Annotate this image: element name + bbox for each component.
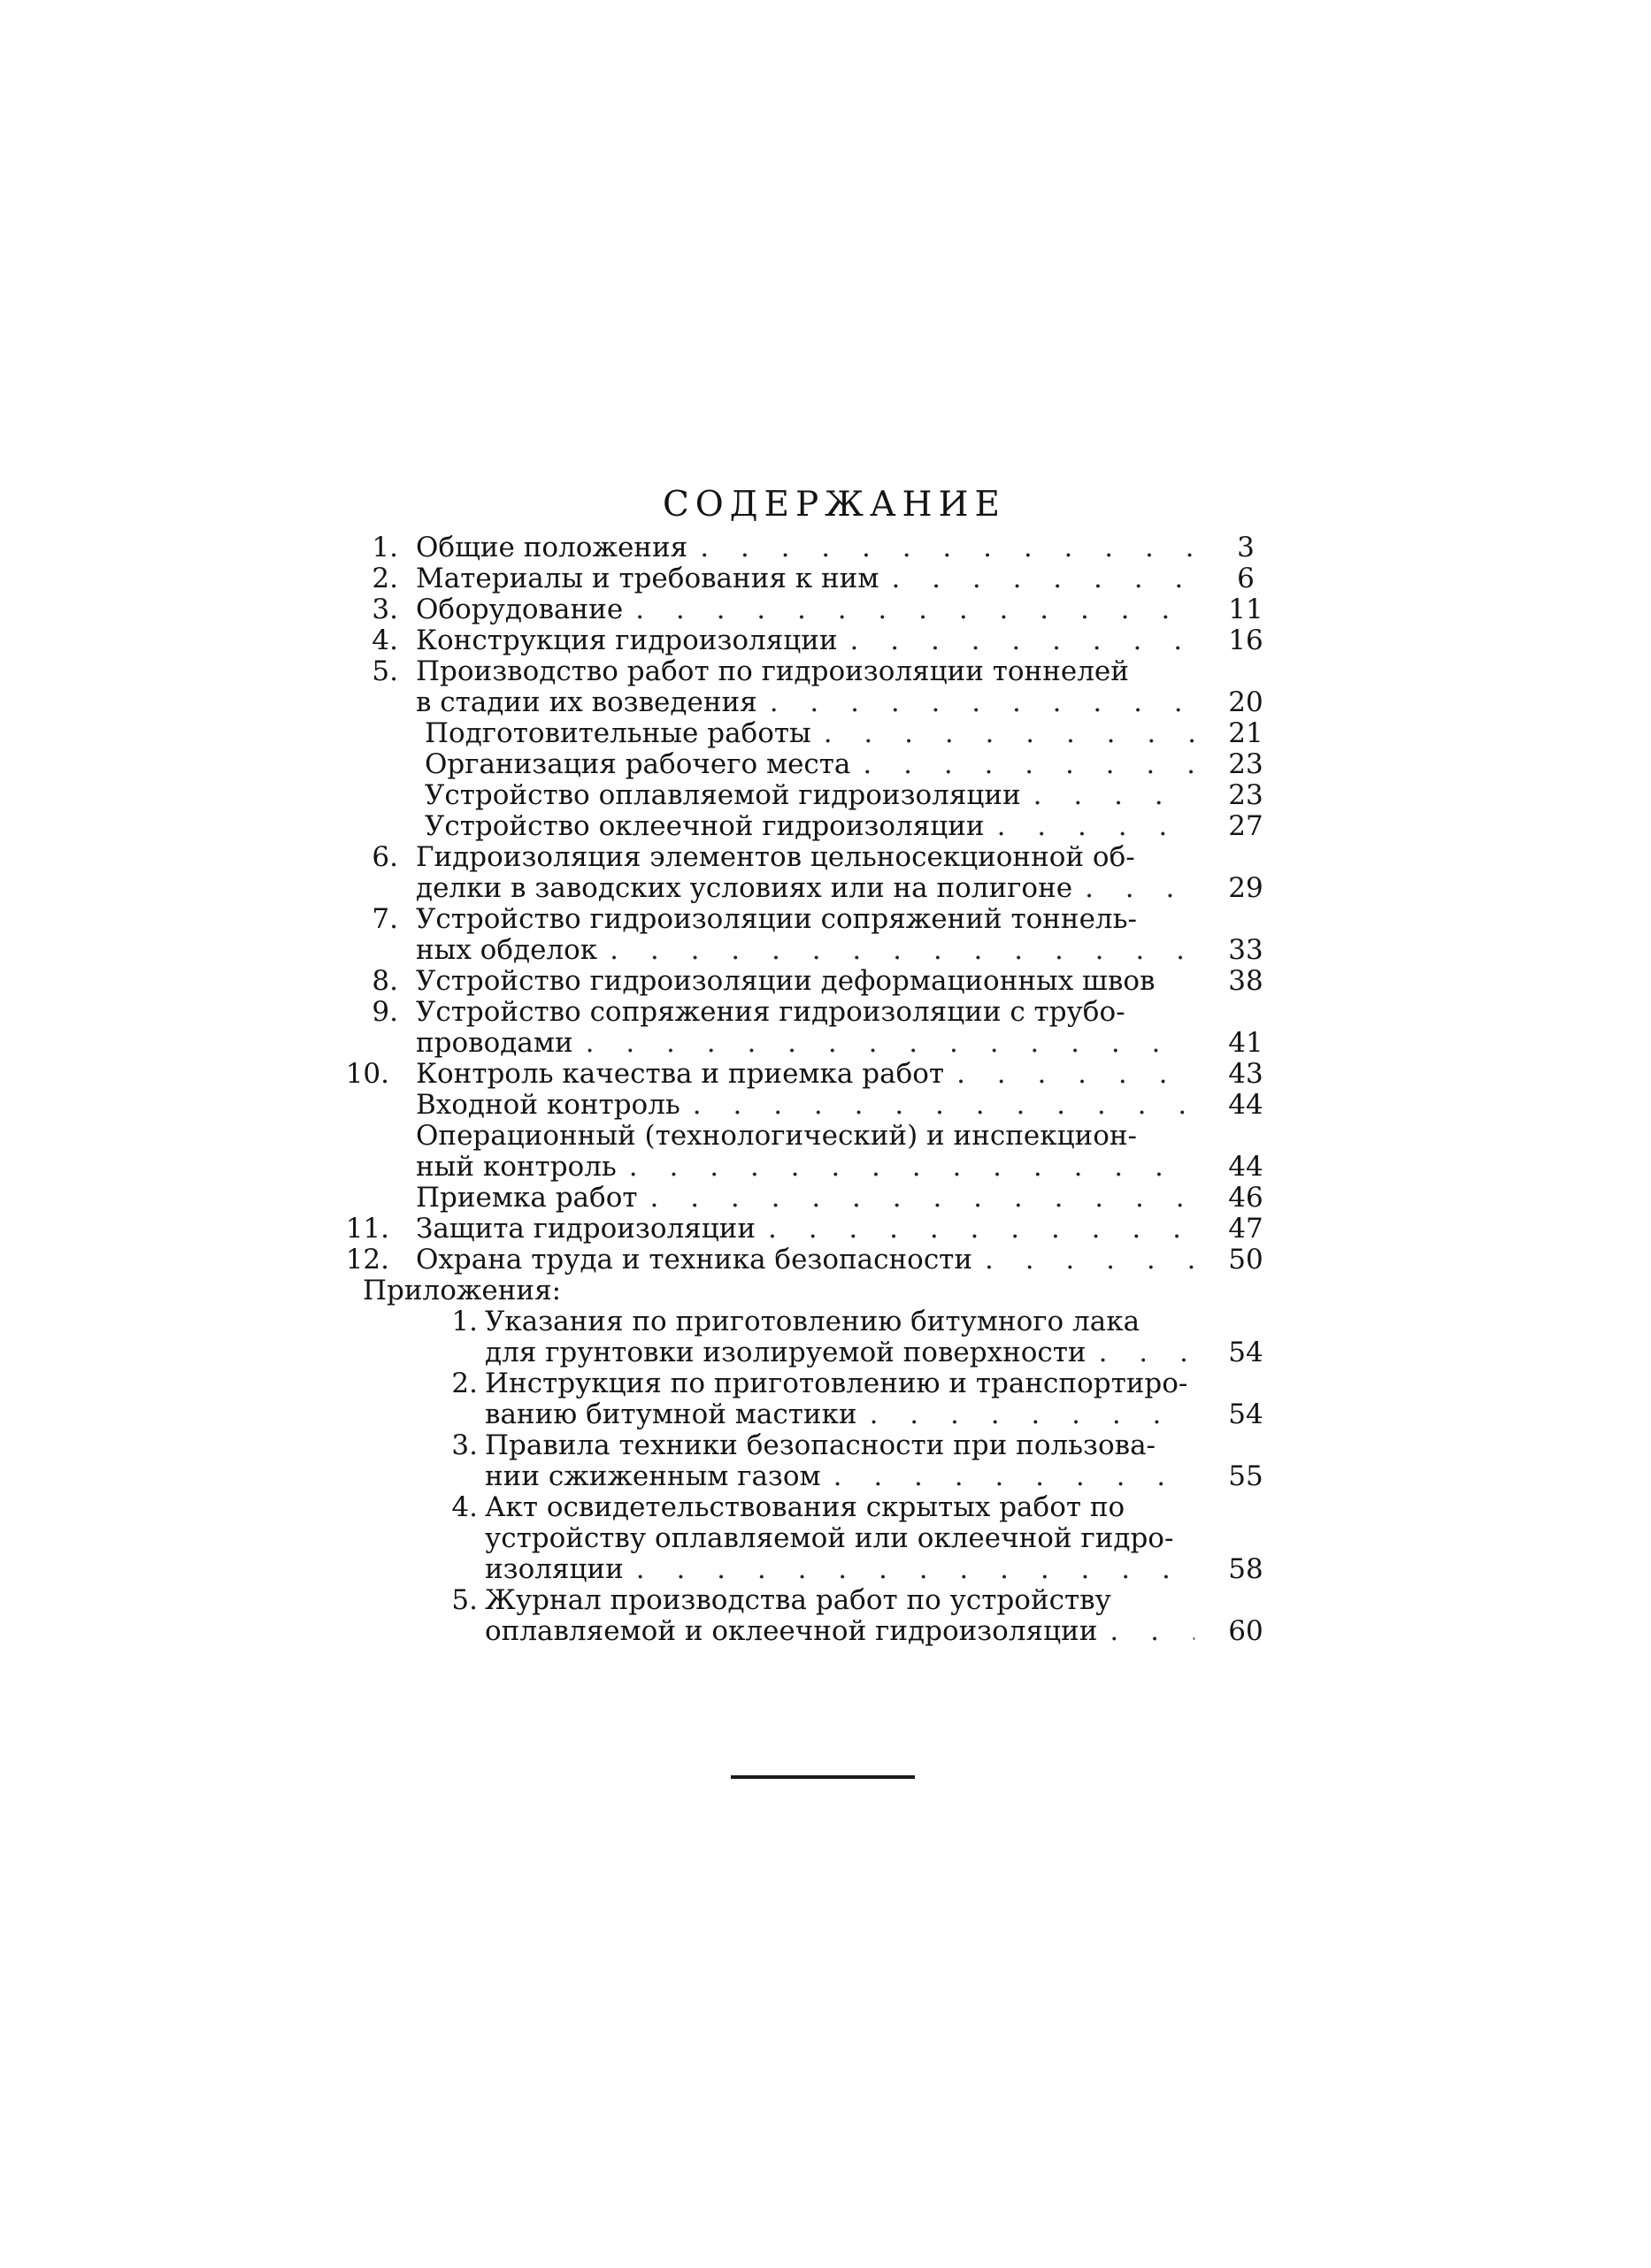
toc-entry-number: 10. [345,1058,389,1090]
toc-page-number: 33 [1228,934,1263,966]
leader-dots [687,533,1194,563]
toc-page-number: 44 [1228,1089,1263,1121]
toc-entry-text: Устройство оклеечной гидроизоляции [425,810,985,842]
toc-page-number: 46 [1228,1182,1263,1214]
toc-entry-text: Устройство сопряжения гидроизоляции с трубо- [416,996,1125,1028]
appendix-item-number: 3. [451,1429,478,1461]
toc-entry [345,1245,1194,1276]
toc-page-number: 23 [1228,748,1263,780]
toc-entry-text: Устройство оплавляемой гидроизоляции [425,779,1021,811]
toc-entry-text: Контроль качества и приемка работ [416,1058,945,1090]
toc-entry [345,563,1194,594]
toc-entry-number: 2. [372,563,398,594]
appendix-item-number: 4. [451,1491,478,1523]
leader-dots [821,1461,1194,1492]
leader-dots [944,1059,1194,1090]
leader-dots [757,687,1194,718]
toc-entry-text: в стадии их возведения [416,686,757,718]
toc-entry-number: 12. [345,1244,389,1276]
toc-entry-text: Операционный (технологический) и инспекцион- [416,1120,1138,1152]
leader-dots [756,1214,1194,1245]
toc-page-number: 54 [1228,1337,1263,1368]
appendix-item-text: для грунтовки изолируемой поверхности [485,1337,1087,1368]
toc-entry [345,625,1194,656]
toc-page-number: 50 [1228,1244,1263,1276]
leader-dots [597,935,1194,966]
toc-entry-number: 7. [372,903,398,935]
appendix-item-text: ванию битумной мастики [485,1398,857,1430]
toc-entry-continuation [345,873,1194,904]
appendix-item-text: Указания по приготовлению битумного лака [485,1306,1140,1337]
toc-subentry [345,718,1194,749]
toc-entry-number: 5. [372,655,398,687]
toc-entry-text: Общие положения [416,532,688,563]
appendix-item-text: устройству оплавляемой или оклеечной гидро- [485,1522,1174,1554]
leader-dots [1021,780,1194,811]
toc-subentry [345,1090,1194,1121]
appendix-item-continuation [389,1616,1194,1647]
appendix-item-number: 1. [451,1306,478,1337]
leader-dots [850,749,1194,780]
appendix-item-number: 2. [451,1368,478,1399]
toc-entry-number: 4. [372,624,398,656]
toc-entry-continuation [345,1028,1194,1059]
appendix-item-continuation [389,1461,1194,1492]
toc-page-number: 44 [1228,1151,1263,1183]
appendix-item-text: Акт освидетельствования скрытых работ по [485,1491,1125,1523]
leader-dots [879,563,1194,594]
toc-entry [345,594,1194,625]
toc-entry [345,966,1194,997]
toc-page-number: 11 [1228,594,1263,625]
toc-entry [345,1214,1194,1245]
appendix-item-continuation [389,1554,1194,1585]
toc-page-number: 6 [1237,563,1255,594]
leader-dots [1087,1337,1194,1368]
toc-page-number: 29 [1228,872,1263,904]
toc-page-number: 27 [1228,810,1263,842]
leader-dots [985,811,1194,842]
leader-dots [857,1399,1194,1430]
end-rule [731,1775,915,1779]
toc-page-number: 20 [1228,686,1263,718]
toc-entry-number: 9. [372,996,398,1028]
appendix-item-text: Инструкция по приготовлению и транспортиро- [485,1368,1188,1399]
toc-page-number: 23 [1228,779,1263,811]
toc-page-number: 3 [1237,532,1255,563]
appendix-item-text: Журнал производства работ по устройству [485,1584,1111,1616]
leader-dots [617,1152,1194,1183]
leader-dots [1097,1616,1194,1647]
toc-page-number: 54 [1228,1398,1263,1430]
toc-entry-text: Приемка работ [416,1182,638,1214]
toc-page-number: 47 [1228,1213,1263,1245]
toc-page-number: 55 [1228,1460,1263,1492]
toc-entry [345,842,1194,873]
appendix-item-text: нии сжиженным газом [485,1460,821,1492]
toc-entry-number: 6. [372,841,398,873]
leader-dots [972,1245,1194,1276]
toc-entry [345,997,1194,1028]
appendix-item [389,1306,1194,1337]
leader-dots [1072,873,1194,904]
appendix-heading-text: Приложения: [363,1275,562,1306]
appendix-item [389,1585,1194,1616]
leader-dots [623,594,1194,625]
appendix-item [389,1492,1194,1523]
toc-entry-text: Материалы и требования к ним [416,563,879,594]
toc-page-number: 21 [1228,717,1263,749]
appendix-item-continuation [389,1523,1194,1554]
toc-page-number: 58 [1228,1553,1263,1585]
toc-entry-text: Конструкция гидроизоляции [416,624,838,656]
toc-subentry [345,749,1194,780]
toc-page-number: 41 [1228,1027,1263,1059]
toc-subentry [345,1183,1194,1214]
toc-entry-text: ный контроль [416,1151,617,1183]
leader-dots [573,1028,1194,1059]
toc-entry-continuation [345,935,1194,966]
appendix-item-text: изоляции [485,1553,624,1585]
appendix-item-text: Правила техники безопасности при пользова- [485,1429,1156,1461]
toc-page-number: 38 [1228,965,1263,997]
leader-dots [811,718,1194,749]
leader-dots [638,1183,1194,1214]
toc-entry-text: Организация рабочего места [425,748,851,780]
toc-entry-text: Оборудование [416,594,624,625]
toc-subentry [345,811,1194,842]
toc-entry-text: Охрана труда и техника безопасности [416,1244,972,1276]
toc-subentry [345,1121,1194,1152]
appendix-item [389,1368,1194,1399]
toc-entry-text: делки в заводских условиях или на полигоне [416,872,1073,904]
toc-entry-number: 3. [372,594,398,625]
toc-page-number: 60 [1228,1615,1263,1647]
toc-entry [345,656,1194,687]
toc-entry-text: Подготовительные работы [425,717,811,749]
appendix-item-text: оплавляемой и оклеечной гидроизоляции [485,1615,1098,1647]
toc-entry-text: Входной контроль [416,1089,680,1121]
toc-entry-continuation [345,1152,1194,1183]
appendix-item-continuation [389,1337,1194,1368]
toc-entry-text: Устройство гидроизоляции сопряжений тоннель- [416,903,1137,935]
page-title: СОДЕРЖАНИЕ [662,485,1007,525]
toc-page-number: 16 [1228,624,1263,656]
toc-entry [345,1059,1194,1090]
toc-entry-text: Производство работ по гидроизоляции тоннелей [416,655,1129,687]
toc-entry-text: Устройство гидроизоляции деформационных швов [416,965,1156,997]
toc-entry [345,533,1194,563]
leader-dots [680,1090,1194,1121]
toc-entry-text: ных обделок [416,934,598,966]
toc-entry [345,904,1194,935]
toc-entry-text: Гидроизоляция элементов цельносекционной об- [416,841,1135,873]
toc-entry-text: проводами [416,1027,573,1059]
toc-entry-number: 11. [345,1213,389,1245]
appendix-item-number: 5. [451,1584,478,1616]
leader-dots [838,625,1194,656]
toc-entry-number: 8. [372,965,398,997]
appendix-heading [363,1276,1194,1306]
leader-dots [624,1554,1194,1585]
toc-entry-text: Защита гидроизоляции [416,1213,756,1245]
toc-page-number: 43 [1228,1058,1263,1090]
appendix-item-continuation [389,1399,1194,1430]
toc-entry-continuation [345,687,1194,718]
appendix-item [389,1430,1194,1461]
toc-entry-number: 1. [372,532,398,563]
toc-subentry [345,780,1194,811]
